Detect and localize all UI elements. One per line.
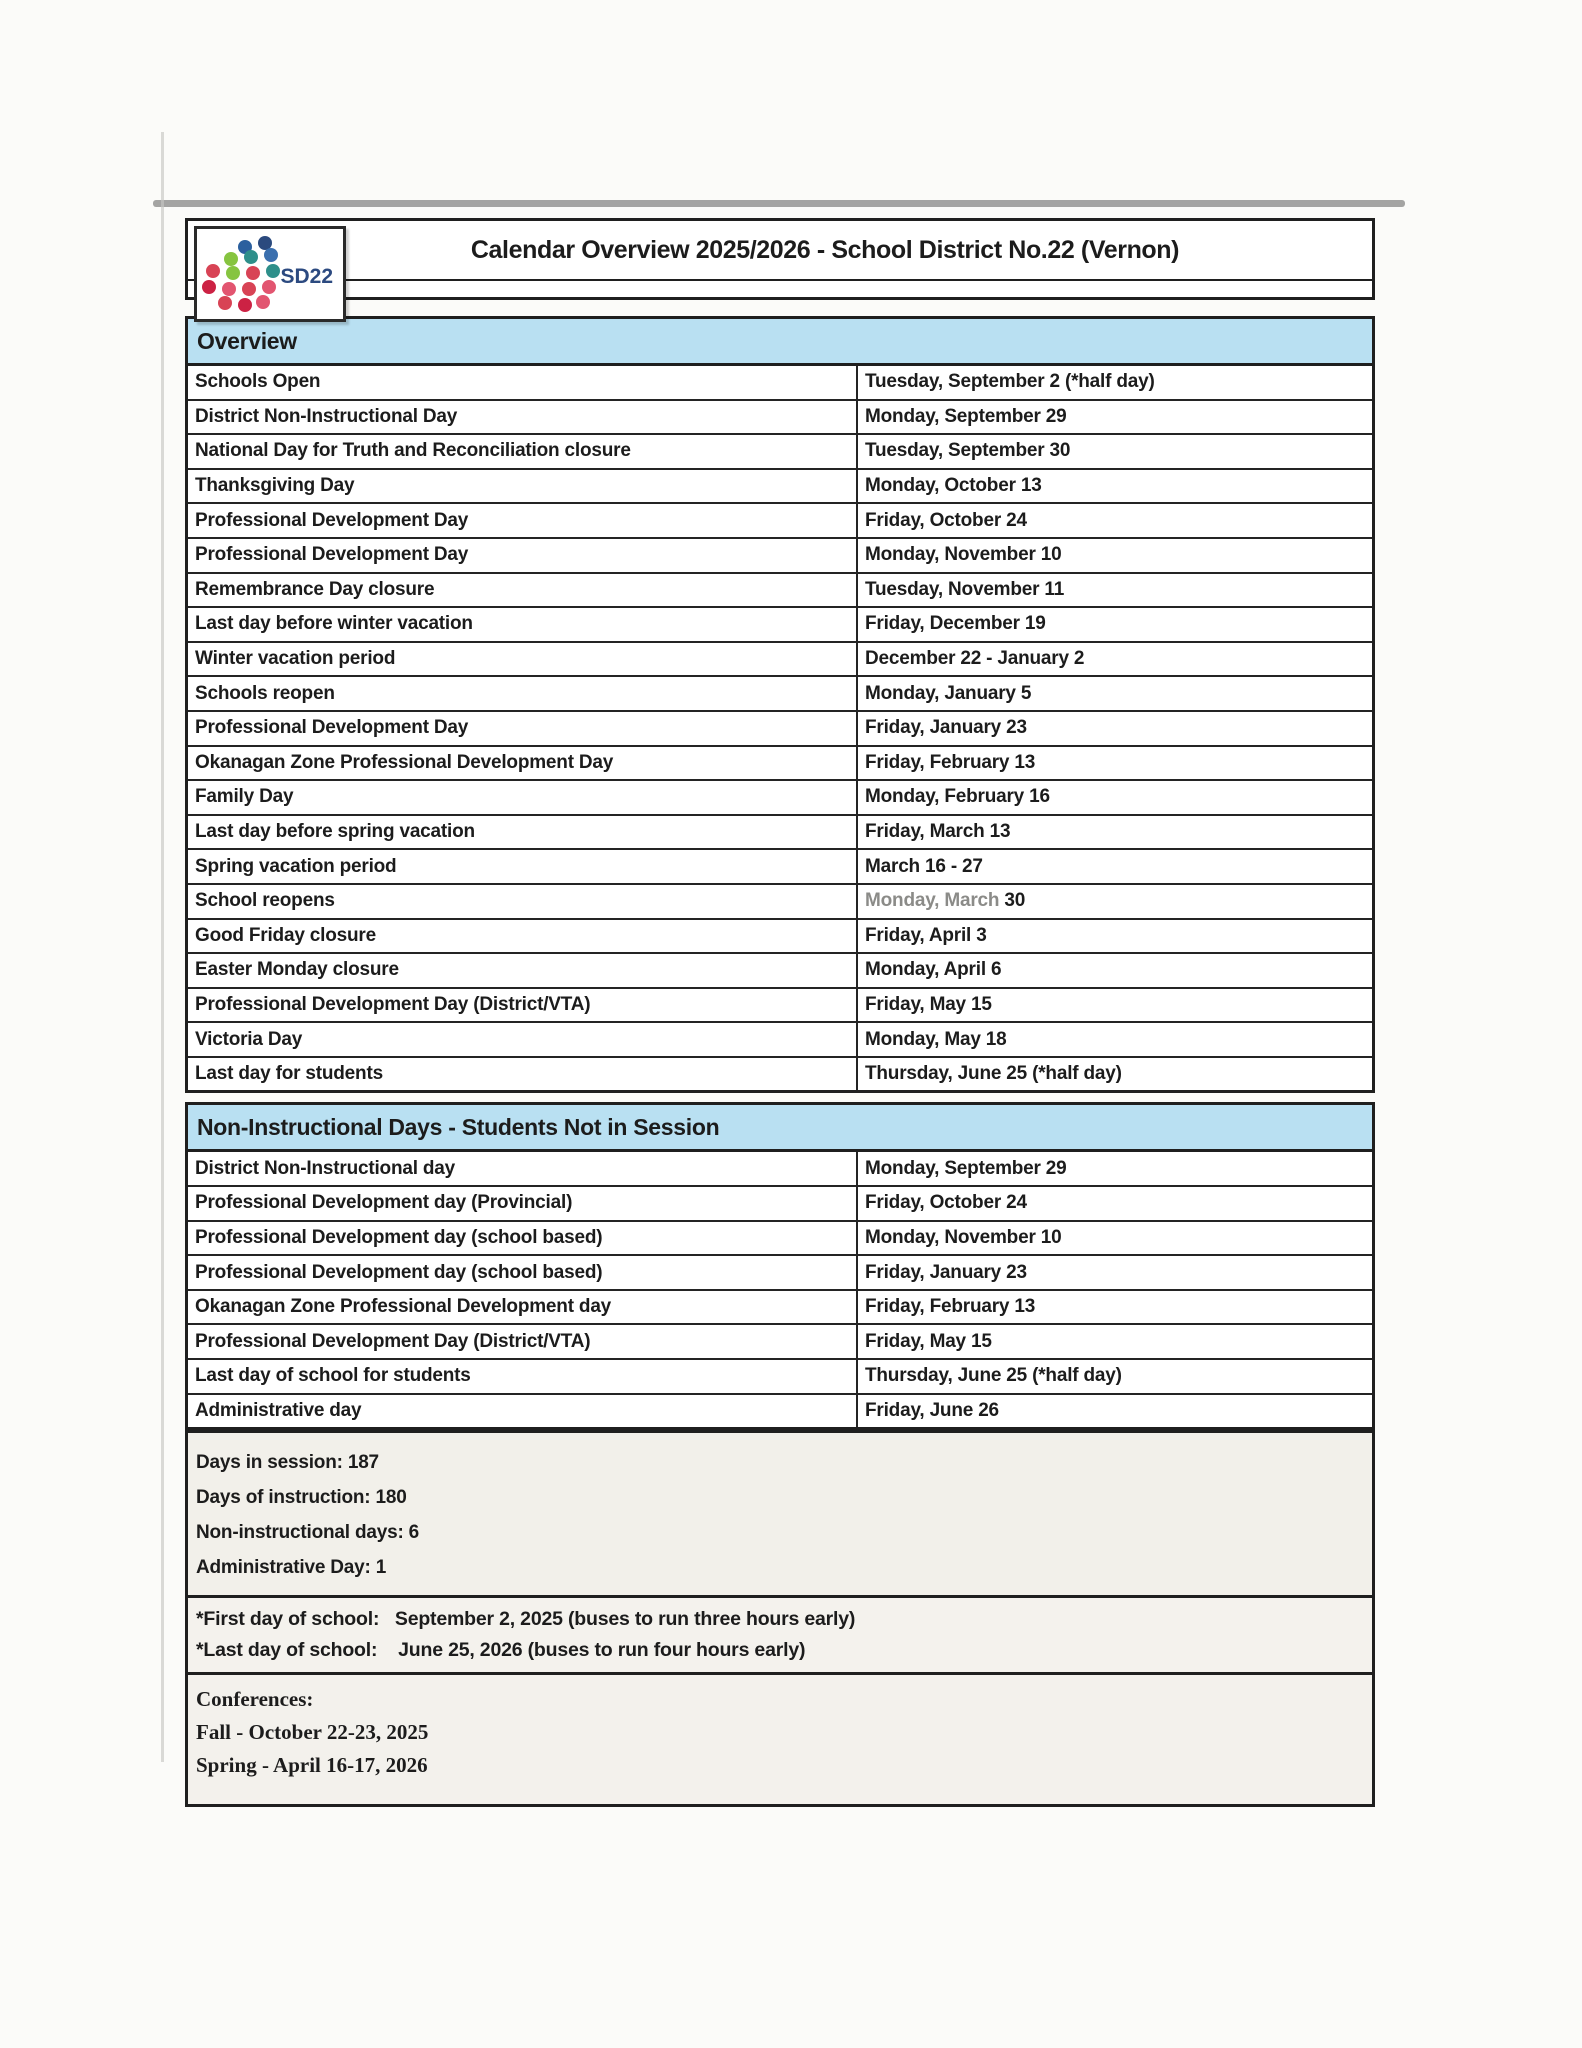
event-date: Monday, April 6 bbox=[865, 959, 1002, 981]
event-date: Monday, October 13 bbox=[865, 475, 1042, 497]
non-instructional-days-count: Non-instructional days: 6 bbox=[196, 1522, 420, 1544]
event-label: Professional Development Day (District/VTA) bbox=[188, 989, 858, 1022]
table-row bbox=[188, 366, 1372, 401]
scan-artifact-left-edge bbox=[161, 132, 164, 1762]
administrative-day-count: Administrative Day: 1 bbox=[196, 1557, 387, 1579]
scan-artifact-top-line bbox=[153, 200, 1405, 207]
event-date: March 16 - 27 bbox=[865, 855, 983, 877]
event-date: Friday, May 15 bbox=[865, 1330, 992, 1352]
event-date: Monday, September 29 bbox=[865, 1157, 1067, 1179]
table-row bbox=[188, 539, 1372, 574]
days-of-instruction: Days of instruction: 180 bbox=[196, 1487, 407, 1509]
table-row bbox=[188, 1360, 1372, 1395]
calendar-document bbox=[185, 218, 1375, 1807]
table-row bbox=[188, 1325, 1372, 1360]
event-label: Okanagan Zone Professional Development Day bbox=[188, 747, 858, 780]
table-row bbox=[188, 781, 1372, 816]
page-title: Calendar Overview 2025/2026 - School District No.22 (Vernon) bbox=[470, 235, 1180, 264]
days-in-session: Days in session: 187 bbox=[196, 1452, 379, 1474]
table-row bbox=[188, 954, 1372, 989]
table-row bbox=[188, 885, 1372, 920]
event-date-faded-part: Monday, March bbox=[865, 890, 1000, 912]
event-date: Thursday, June 25 (*half day) bbox=[865, 1063, 1122, 1085]
event-date: Friday, January 23 bbox=[865, 717, 1027, 739]
spring-conference: Spring - April 16-17, 2026 bbox=[196, 1753, 428, 1778]
fall-conference: Fall - October 22-23, 2025 bbox=[196, 1720, 429, 1745]
event-date: Monday, January 5 bbox=[865, 682, 1032, 704]
event-date: Tuesday, September 2 (*half day) bbox=[865, 371, 1155, 393]
logo-text: SD22 bbox=[280, 265, 333, 288]
event-date: Friday, December 19 bbox=[865, 613, 1046, 635]
event-label: School reopens bbox=[188, 885, 858, 918]
event-date: Friday, October 24 bbox=[865, 1192, 1027, 1214]
table-row bbox=[188, 1058, 1372, 1091]
event-label: Professional Development Day bbox=[188, 712, 858, 745]
non-instructional-table bbox=[185, 1149, 1375, 1430]
table-row bbox=[188, 574, 1372, 609]
event-label: Professional Development Day bbox=[188, 504, 858, 537]
sd22-logo bbox=[194, 226, 346, 322]
event-label: District Non-Instructional day bbox=[188, 1152, 858, 1185]
event-label: Professional Development Day (District/VTA) bbox=[188, 1325, 858, 1358]
last-day-note: *Last day of school: June 25, 2026 (buses to run four hours early) bbox=[196, 1639, 806, 1662]
event-label: Victoria Day bbox=[188, 1023, 858, 1056]
table-row bbox=[188, 401, 1372, 436]
overview-table bbox=[185, 363, 1375, 1093]
event-date: Friday, June 26 bbox=[865, 1399, 999, 1421]
table-row bbox=[188, 850, 1372, 885]
table-row bbox=[188, 643, 1372, 678]
section-header-label: Overview bbox=[197, 327, 297, 354]
event-date: Friday, January 23 bbox=[865, 1261, 1027, 1283]
table-row bbox=[188, 608, 1372, 643]
event-date: Friday, April 3 bbox=[865, 924, 987, 946]
event-label: Winter vacation period bbox=[188, 643, 858, 676]
table-row bbox=[188, 712, 1372, 747]
title-row bbox=[188, 221, 1372, 281]
table-row bbox=[188, 677, 1372, 712]
table-row bbox=[188, 989, 1372, 1024]
event-label: District Non-Instructional Day bbox=[188, 401, 858, 434]
table-row bbox=[188, 1291, 1372, 1326]
event-label: Last day before spring vacation bbox=[188, 816, 858, 849]
event-label: Last day for students bbox=[188, 1058, 858, 1091]
event-label: Remembrance Day closure bbox=[188, 574, 858, 607]
header-empty-row bbox=[188, 281, 1372, 300]
event-date: December 22 - January 2 bbox=[865, 648, 1085, 670]
conferences-box bbox=[185, 1672, 1375, 1807]
event-date: Monday, November 10 bbox=[865, 544, 1062, 566]
table-row bbox=[188, 435, 1372, 470]
event-label: Last day before winter vacation bbox=[188, 608, 858, 641]
event-label: Family Day bbox=[188, 781, 858, 814]
event-date: Tuesday, November 11 bbox=[865, 578, 1065, 600]
section-header-non-instructional bbox=[185, 1102, 1375, 1152]
event-date: Monday, May 18 bbox=[865, 1028, 1007, 1050]
event-label: Professional Development day (school based) bbox=[188, 1222, 858, 1255]
event-date: Friday, March 13 bbox=[865, 821, 1011, 843]
summary-box bbox=[185, 1430, 1375, 1598]
event-label: Thanksgiving Day bbox=[188, 470, 858, 503]
table-row bbox=[188, 1256, 1372, 1291]
table-row bbox=[188, 1187, 1372, 1222]
event-label: Easter Monday closure bbox=[188, 954, 858, 987]
event-date: Friday, October 24 bbox=[865, 509, 1027, 531]
event-label: National Day for Truth and Reconciliation closure bbox=[188, 435, 858, 468]
event-label: Schools Open bbox=[188, 366, 858, 399]
event-date: Monday, November 10 bbox=[865, 1226, 1062, 1248]
event-date: Friday, May 15 bbox=[865, 993, 992, 1015]
table-row bbox=[188, 920, 1372, 955]
conferences-heading: Conferences: bbox=[196, 1687, 314, 1712]
event-date: Monday, September 29 bbox=[865, 405, 1067, 427]
event-date: Tuesday, September 30 bbox=[865, 440, 1071, 462]
table-row bbox=[188, 1395, 1372, 1428]
event-label: Professional Development Day bbox=[188, 539, 858, 572]
event-label: Professional Development day (school based) bbox=[188, 1256, 858, 1289]
event-label: Okanagan Zone Professional Development day bbox=[188, 1291, 858, 1324]
table-row bbox=[188, 747, 1372, 782]
event-label: Administrative day bbox=[188, 1395, 858, 1428]
event-label: Last day of school for students bbox=[188, 1360, 858, 1393]
table-row bbox=[188, 816, 1372, 851]
table-row bbox=[188, 1222, 1372, 1257]
table-row bbox=[188, 470, 1372, 505]
event-label: Schools reopen bbox=[188, 677, 858, 710]
event-date: Thursday, June 25 (*half day) bbox=[865, 1365, 1122, 1387]
table-row bbox=[188, 1023, 1372, 1058]
event-label: Professional Development day (Provincial) bbox=[188, 1187, 858, 1220]
table-row bbox=[188, 504, 1372, 539]
section-header-label: Non-Instructional Days - Students Not in Session bbox=[197, 1113, 720, 1140]
bus-notes-box bbox=[185, 1595, 1375, 1675]
section-header-overview bbox=[185, 316, 1375, 366]
event-date: Monday, February 16 bbox=[865, 786, 1050, 808]
event-date: Monday, March 30 bbox=[865, 890, 1026, 912]
table-row bbox=[188, 1152, 1372, 1187]
document-header bbox=[185, 218, 1375, 300]
first-day-note: *First day of school: September 2, 2025 (buses to run three hours early) bbox=[196, 1608, 856, 1631]
event-date: Friday, February 13 bbox=[865, 1296, 1036, 1318]
event-label: Spring vacation period bbox=[188, 850, 858, 883]
event-label: Good Friday closure bbox=[188, 920, 858, 953]
event-date: Friday, February 13 bbox=[865, 751, 1036, 773]
